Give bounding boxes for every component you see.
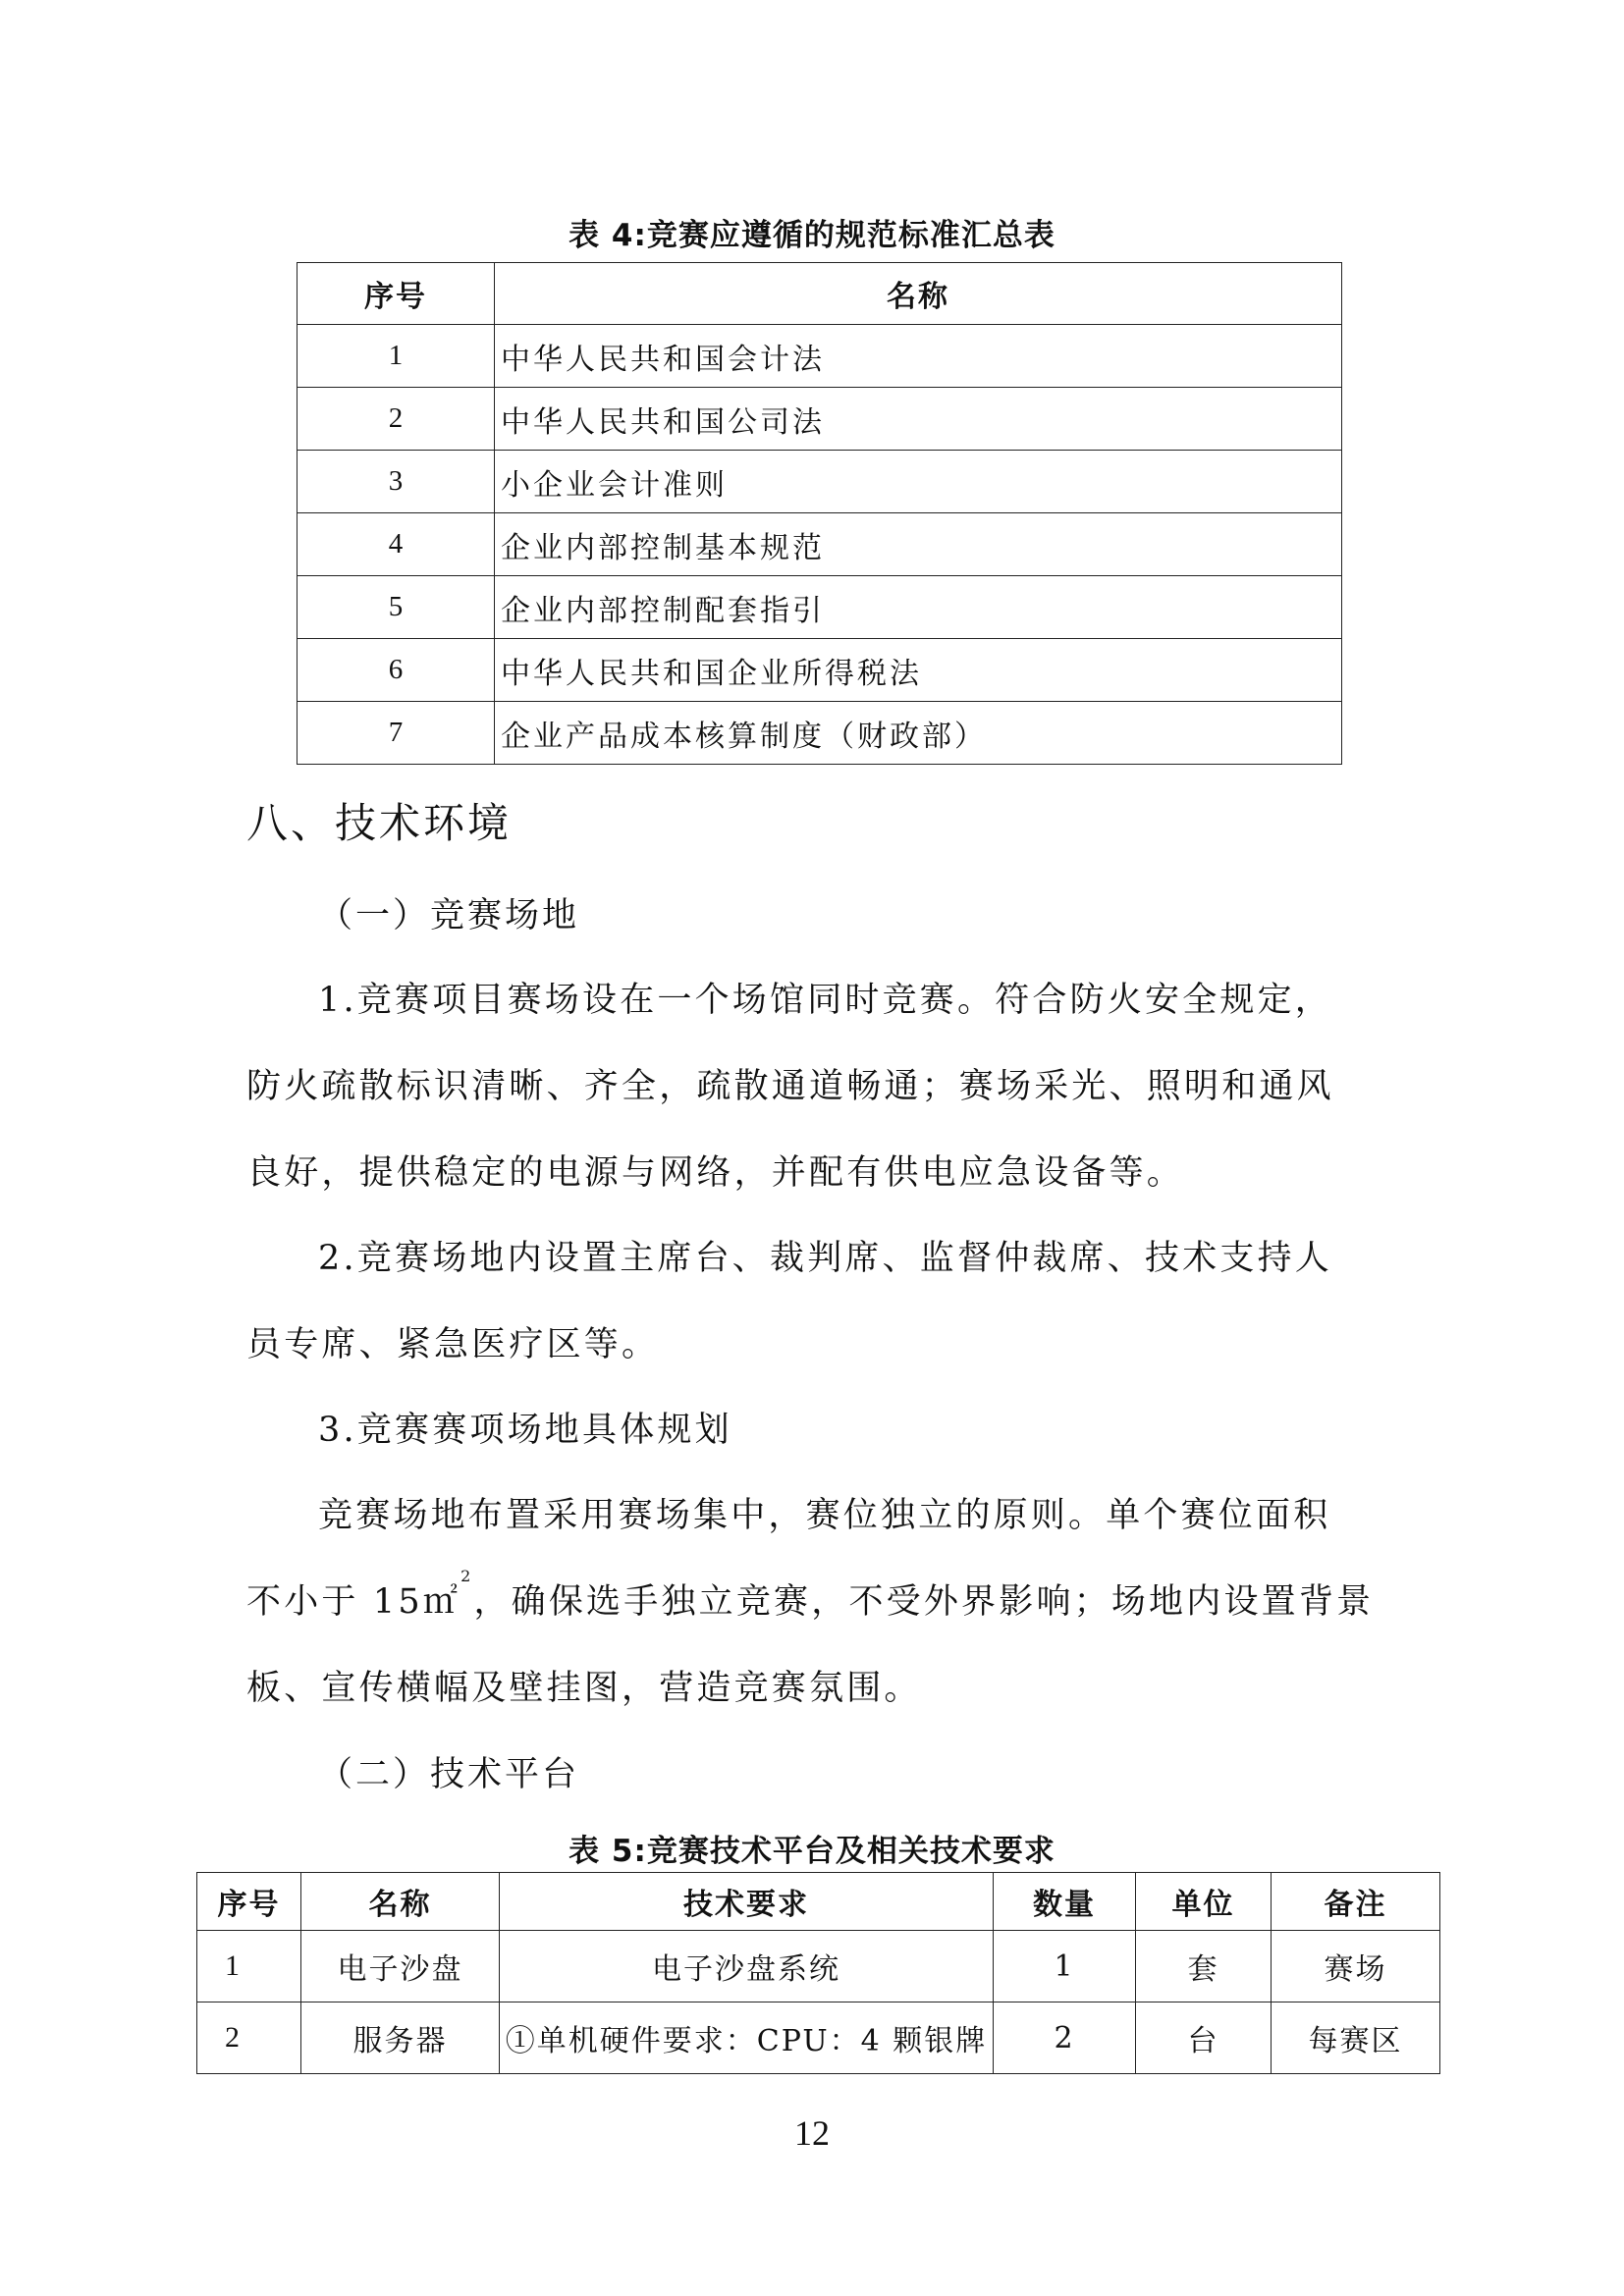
table-row bbox=[197, 2002, 1440, 2074]
standards-table bbox=[297, 262, 1342, 765]
row-quantity: 2 bbox=[994, 2002, 1136, 2074]
row-number: 5 bbox=[298, 576, 495, 639]
row-name: 企业内部控制配套指引 bbox=[495, 576, 1342, 639]
paragraph-line: 竞赛场地布置采用赛场集中，赛位独立的原则。单个赛位面积 bbox=[318, 1496, 1331, 1535]
paragraph-line bbox=[246, 1559, 1376, 1645]
row-name: 小企业会计准则 bbox=[495, 451, 1342, 513]
row-index: 2 bbox=[197, 2002, 301, 2074]
header-cell-name: 名称 bbox=[495, 263, 1342, 325]
table-header-row bbox=[298, 263, 1342, 325]
paragraph-venue-4 bbox=[246, 1472, 1376, 1732]
table-header-row bbox=[197, 1873, 1440, 1931]
area-text: 不小于 15㎡ bbox=[246, 1582, 461, 1622]
paragraph-venue-1 bbox=[246, 957, 1376, 1216]
paragraph-line: 2.竞赛场地内设置主席台、裁判席、监督仲裁席、技术支持人 bbox=[318, 1239, 1332, 1278]
row-name: 电子沙盘 bbox=[301, 1931, 500, 2002]
row-index: 1 bbox=[197, 1931, 301, 2002]
paragraph-line: 1.竞赛项目赛场设在一个场馆同时竞赛。符合防火安全规定， bbox=[318, 981, 1332, 1020]
row-number: 2 bbox=[298, 388, 495, 451]
row-name: 企业产品成本核算制度（财政部） bbox=[495, 702, 1342, 765]
table-row bbox=[298, 325, 1342, 388]
row-quantity: 1 bbox=[994, 1931, 1136, 2002]
table-row bbox=[298, 451, 1342, 513]
table-row bbox=[298, 513, 1342, 576]
superscript: 2 bbox=[460, 1567, 474, 1585]
row-name: 服务器 bbox=[301, 2002, 500, 2074]
row-requirement: ①单机硬件要求：CPU：4 颗银牌 bbox=[500, 2002, 994, 2074]
header-cell-quantity: 数量 bbox=[994, 1873, 1136, 1931]
row-unit: 套 bbox=[1136, 1931, 1272, 2002]
table5-caption: 表 5:竞赛技术平台及相关技术要求 bbox=[568, 1834, 1056, 1869]
header-cell-requirement: 技术要求 bbox=[500, 1873, 994, 1931]
header-cell-unit: 单位 bbox=[1136, 1873, 1272, 1931]
row-name: 中华人民共和国公司法 bbox=[495, 388, 1342, 451]
row-number: 4 bbox=[298, 513, 495, 576]
page-number: 12 bbox=[794, 2113, 830, 2153]
paragraph-line: 3.竞赛赛项场地具体规划 bbox=[318, 1411, 732, 1450]
row-name: 企业内部控制基本规范 bbox=[495, 513, 1342, 576]
paragraph-text: ，确保选手独立竞赛，不受外界影响；场地内设置背景 bbox=[473, 1582, 1375, 1622]
table-row bbox=[298, 702, 1342, 765]
table-row bbox=[298, 576, 1342, 639]
header-cell-name: 名称 bbox=[301, 1873, 500, 1931]
table-row bbox=[298, 639, 1342, 702]
table-row bbox=[197, 1931, 1440, 2002]
platform-table bbox=[196, 1872, 1440, 2074]
paragraph-line: 良好，提供稳定的电源与网络，并配有供电应急设备等。 bbox=[246, 1153, 1185, 1193]
row-name: 中华人民共和国企业所得税法 bbox=[495, 639, 1342, 702]
row-number: 1 bbox=[298, 325, 495, 388]
paragraph-venue-2 bbox=[246, 1215, 1376, 1388]
paragraph-line: 防火疏散标识清晰、齐全，疏散通道畅通；赛场采光、照明和通风 bbox=[246, 1067, 1334, 1106]
header-cell-index: 序号 bbox=[197, 1873, 301, 1931]
row-number: 6 bbox=[298, 639, 495, 702]
subsection-venue: （一）竞赛场地 bbox=[318, 896, 580, 935]
section-heading: 八、技术环境 bbox=[246, 799, 513, 847]
row-note: 赛场 bbox=[1272, 1931, 1440, 2002]
row-name: 中华人民共和国会计法 bbox=[495, 325, 1342, 388]
paragraph-line: 员专席、紧急医疗区等。 bbox=[246, 1325, 660, 1364]
row-requirement: 电子沙盘系统 bbox=[500, 1931, 994, 2002]
row-number: 3 bbox=[298, 451, 495, 513]
paragraph-line: 板、宣传横幅及壁挂图，营造竞赛氛围。 bbox=[246, 1669, 922, 1708]
paragraph-venue-3 bbox=[246, 1387, 1376, 1473]
row-note: 每赛区 bbox=[1272, 2002, 1440, 2074]
subsection-platform: （二）技术平台 bbox=[318, 1755, 580, 1794]
table-row bbox=[298, 388, 1342, 451]
row-unit: 台 bbox=[1136, 2002, 1272, 2074]
header-cell-number: 序号 bbox=[298, 263, 495, 325]
row-number: 7 bbox=[298, 702, 495, 765]
table4-caption: 表 4:竞赛应遵循的规范标准汇总表 bbox=[568, 218, 1056, 253]
header-cell-note: 备注 bbox=[1272, 1873, 1440, 1931]
